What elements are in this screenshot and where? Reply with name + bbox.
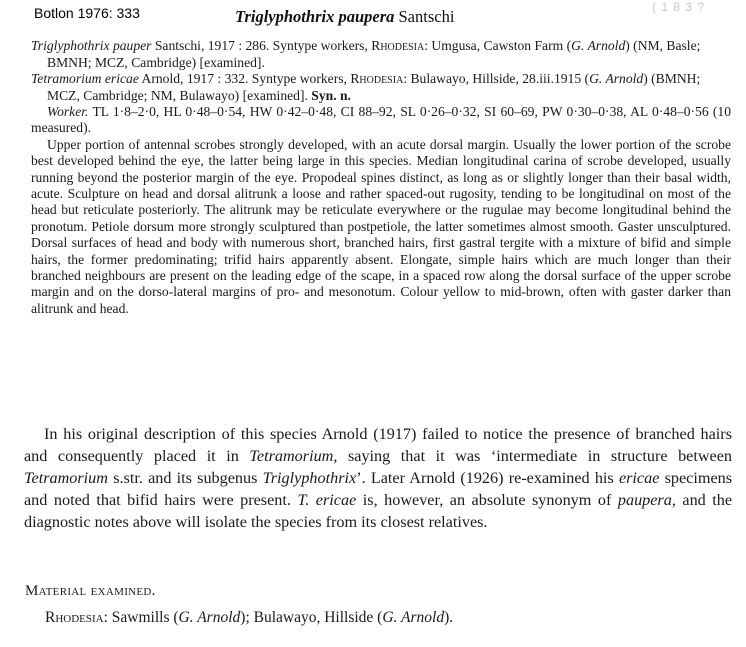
discussion-taxon: paupera (617, 491, 672, 509)
synonym-name: Tetramorium ericae (31, 71, 139, 86)
material-region: Rhodesia (45, 609, 104, 626)
syn-nov-label: Syn. n. (311, 87, 351, 103)
synonym-text: ) (NM, Basle; BMNH; MCZ, Cambridge) [examined]. (47, 38, 701, 70)
discussion-taxon: T. ericae (297, 491, 357, 509)
discussion-text: , saying that it was ‘intermediate in structure between (333, 447, 733, 465)
synonym-text: Santschi, 1917 : 286. Syntype workers, (154, 38, 368, 53)
synonym-region: Rhodesia (350, 71, 404, 86)
material-text: : Sawmills ( (103, 609, 179, 626)
discussion-text: is, however, an absolute synonym of (362, 491, 612, 509)
material-examined-list (45, 609, 453, 627)
synonym-text: : Umgusa, Cawston Farm ( (424, 38, 572, 53)
species-name: Triglyphothrix paupera (235, 7, 395, 26)
discussion-taxon: Tetramorium (249, 447, 334, 465)
synonym-text: Arnold, 1917 : 332. Syntype workers, (141, 71, 347, 86)
synonym-name: Triglyphothrix pauper (31, 38, 152, 53)
worker-description (31, 104, 731, 317)
material-examined-heading: Material examined. (25, 583, 156, 599)
discussion-taxon: Triglyphothrix (262, 469, 357, 487)
worker-label: Worker. (47, 104, 89, 119)
material-collector: G. Arnold (382, 609, 445, 626)
discussion-section (24, 423, 732, 533)
measurements-text: TL 1·8–2·0, HL 0·48–0·54, HW 0·42–0·48, CI 88–92, SL 0·26–0·32, SI 60–69, PW 0·30–0·38, AL 0·48–0·56 (10 measured). (31, 104, 732, 136)
material-text: ); Bulawayo, Hillside ( (240, 609, 383, 626)
synonym-collector: G. Arnold (571, 38, 626, 53)
material-text: ). (444, 609, 454, 626)
discussion-text: s.str. and its subgenus (113, 469, 258, 487)
description-paragraph: Upper portion of antennal scrobes strongly developed, with an acute dorsal margin. Usually the lower portion of the scrobe best developed behind the eye, the latter being large in this species. Median longitudinal carina of scrobe developed, usually running beyond the posterior margin of the eye. Propodeal spines distinct, as long as or slightly longer than their basal width, acute. Sculpture on head and dorsal alitrunk a loose and rather spaced-out rugosity, tending to be longitudinal on most of the head but reticulate posteriorly. The alitrunk may be reticulate everywhere or the rugulae may become longitudinal behind the pronotum. Petiole dorsum more strongly sculptured than postpetiole, the latter sometimes almost smooth. Gaster unsculptured. Dorsal surfaces of head and body with numerous short, branched hairs, first gastral tergite with a mixture of bifid and simple hairs, the former predominating; trifid hairs apparently absent. Elongate, simple hairs which are much longer than their branched neighbours are present on the leading edge of the scape, in a spaced row along the dorsal surface of the upper scrobe margin and on the dorso-lateral margins of pro- and mesonotum. Colour yellow to mid-brown, often with gaster darker than alitrunk and head. (31, 136, 731, 316)
reference-label: Botlon 1976: 333 (34, 5, 140, 21)
synonym-collector: G. Arnold (589, 71, 644, 86)
species-title (235, 7, 454, 27)
discussion-text: ’. Later Arnold (1926) re-examined his (356, 469, 614, 487)
discussion-taxon: Tetramorium (24, 469, 108, 487)
species-author: Santschi (398, 7, 455, 26)
pencil-annotation: ( 1 8 3 ? (652, 0, 706, 14)
synonym-entry-1 (31, 38, 731, 71)
discussion-text: , and the diagnostic notes above will isolate the species from its closest relatives. (24, 491, 733, 531)
discussion-paragraph (24, 423, 732, 533)
synonym-text: : Bulawayo, Hillside, 28.iii.1915 ( (403, 71, 590, 86)
synonym-entry-2 (31, 71, 731, 104)
synonym-text: ) (BMNH; MCZ, Cambridge; NM, Bulawayo) [examined]. (47, 71, 701, 103)
discussion-text: specimens and noted that bifid hairs were present. (24, 469, 733, 509)
synonym-region: Rhodesia (371, 38, 425, 53)
worker-measurements (31, 104, 731, 137)
discussion-taxon: ericae (618, 469, 660, 487)
discussion-text: In his original description of this species Arnold (1917) failed to notice the presence of branched hairs and consequently placed it in (24, 425, 732, 465)
material-collector: G. Arnold (178, 609, 241, 626)
